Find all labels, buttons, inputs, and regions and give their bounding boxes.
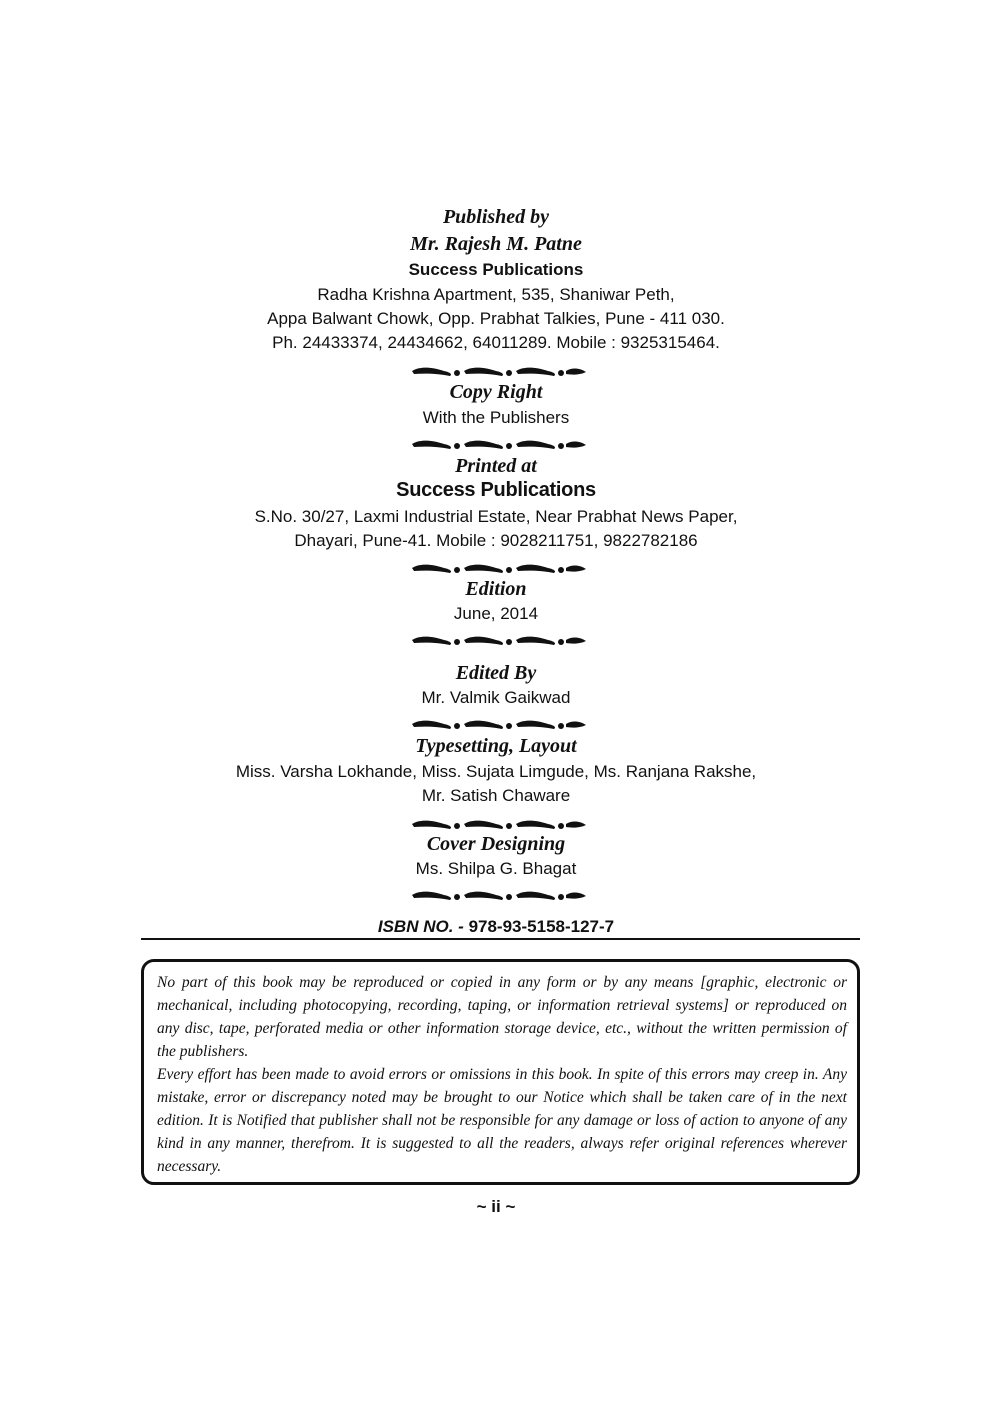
- leaf-divider-icon: [410, 562, 588, 576]
- edition-heading: Edition: [465, 578, 527, 600]
- printer-address-line-1: S.No. 30/27, Laxmi Industrial Estate, Near Prabhat News Paper,: [254, 507, 738, 526]
- copyright-text: With the Publishers: [422, 408, 570, 427]
- copyright-notice-box: [141, 959, 860, 1185]
- page-number: ~ ii ~: [476, 1197, 516, 1216]
- publisher-address-line-2: Appa Balwant Chowk, Opp. Prabhat Talkies, Pune - 411 030.: [267, 309, 725, 328]
- cover-designer-name: Ms. Shilpa G. Bhagat: [415, 859, 577, 878]
- edited-by-heading: Edited By: [455, 662, 537, 684]
- leaf-divider-icon: [410, 634, 588, 648]
- printer-address-line-2: Dhayari, Pune-41. Mobile : 9028211751, 9822782186: [294, 531, 698, 550]
- copyright-heading: Copy Right: [449, 381, 543, 403]
- editor-name: Mr. Valmik Gaikwad: [421, 688, 571, 707]
- isbn-divider: [141, 938, 860, 940]
- isbn-label: ISBN NO. -: [377, 917, 464, 936]
- typesetting-names-line-2: Mr. Satish Chaware: [421, 786, 571, 805]
- isbn-line: [0, 917, 992, 937]
- edition-date: June, 2014: [453, 604, 539, 623]
- publisher-company: Success Publications: [408, 260, 584, 279]
- leaf-divider-icon: [410, 818, 588, 832]
- printed-at-heading: Printed at: [455, 455, 537, 477]
- cover-designing-heading: Cover Designing: [426, 833, 566, 855]
- typesetting-heading: Typesetting, Layout: [415, 735, 577, 757]
- leaf-divider-icon: [410, 438, 588, 452]
- leaf-divider-icon: [410, 365, 588, 379]
- publisher-address-line-1: Radha Krishna Apartment, 535, Shaniwar Peth,: [317, 285, 675, 304]
- publisher-phone-line: Ph. 24433374, 24434662, 64011289. Mobile : 9325315464.: [272, 333, 720, 352]
- leaf-divider-icon: [410, 889, 588, 903]
- published-by-heading: Published by: [442, 206, 550, 228]
- isbn-number: 978-93-5158-127-7: [468, 917, 615, 936]
- publisher-name: Mr. Rajesh M. Patne: [410, 233, 582, 255]
- leaf-divider-icon: [410, 718, 588, 732]
- typesetting-names-line-1: Miss. Varsha Lokhande, Miss. Sujata Limgude, Ms. Ranjana Rakshe,: [235, 762, 757, 781]
- notice-paragraph-reproduction: No part of this book may be reproduced or copied in any form or by any means [graphic, electronic or mechanical, including photocopying, recording, taping, or information retrieval systems] or reproduced on any disc, tape, perforated media or other information storage device, etc., without the written permission of the publishers.: [157, 974, 847, 1060]
- notice-paragraph-errors: Every effort has been made to avoid errors or omissions in this book. In spite of this errors may creep in. Any mistake, error or discrepancy noted may be brought to our Notice which shall be taken care of in the next edition. It is Notified that publisher shall not be responsible for any damage or loss of action to anyone of any kind in any manner, therefrom. It is suggested to all the readers, always refer original references wherever necessary.: [157, 1066, 847, 1175]
- printer-company: Success Publications: [396, 479, 596, 501]
